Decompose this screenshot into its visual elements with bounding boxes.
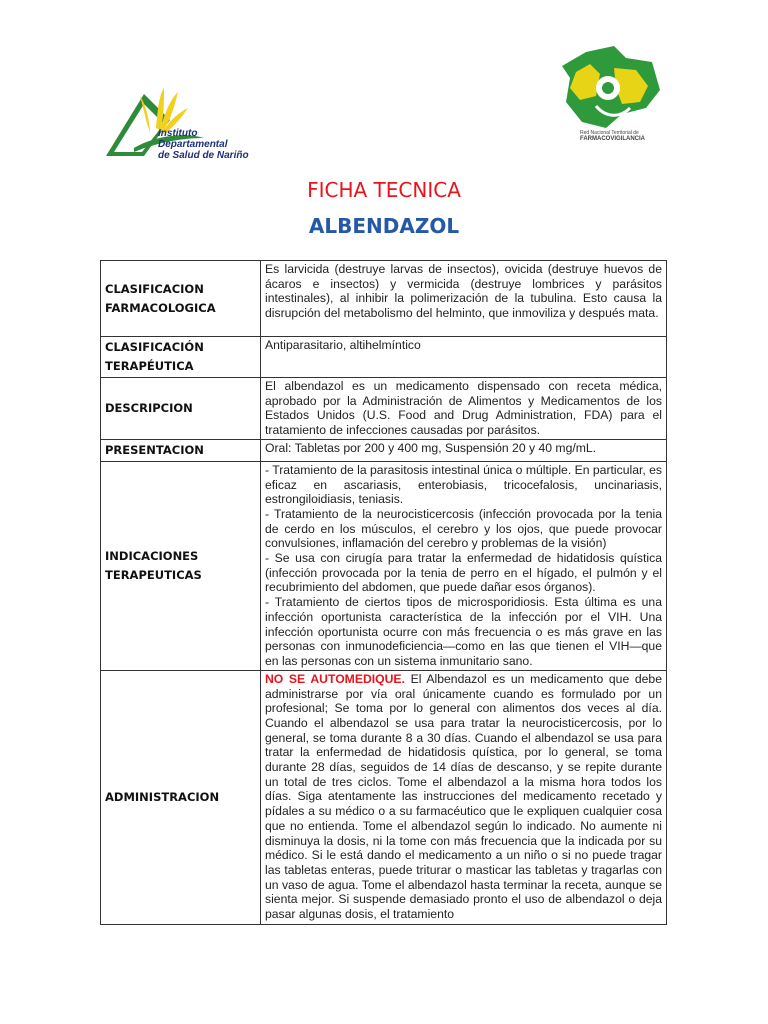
row-label xyxy=(101,337,261,378)
table-row xyxy=(101,261,667,337)
logo-line-3: de Salud de Nariño xyxy=(158,150,249,161)
row-label xyxy=(101,461,261,670)
label-line: CLASIFICACIÓN xyxy=(105,340,204,354)
indication-paragraph: - Tratamiento de ciertos tipos de microsporidiosis. Esta última es una infección oportunista característica de la infección por el VIH. Una infección oportunista ocurre con más frecuencia o es más grave en las personas con inmunodeficiencia—como en las que tienen el VIH—que en las personas con un sistema inmunitario sano. xyxy=(265,595,662,668)
row-content: El albendazol es un medicamento dispensado con receta médica, aprobado por la Administración de Alimentos y Medicamentos de los Estados Unidos (U.S. Food and Drug Administration, FDA) para el tratamiento de infecciones causadas por parásitos. xyxy=(261,378,667,440)
no-self-medicate-warning: NO SE AUTOMEDIQUE. xyxy=(265,671,405,686)
row-content xyxy=(261,461,667,670)
label-line: TERAPEUTICAS xyxy=(105,567,202,582)
indication-paragraph: - Se usa con cirugía para tratar la enfermedad de hidatidosis quística (infección provocada por la tenia de perro en el hígado, el pulmón y el recubrimiento del abdomen, que puede dañar esos órganos). xyxy=(265,551,662,595)
table-row xyxy=(101,670,667,924)
logo-line-1: Instituto xyxy=(158,128,198,139)
document-title: FICHA TECNICA xyxy=(307,178,461,202)
drug-name-title: ALBENDAZOL xyxy=(308,214,460,238)
label-line: PRESENTACION xyxy=(105,442,204,457)
label-line: ADMINISTRACION xyxy=(105,789,220,804)
label-line: INDICACIONES xyxy=(105,548,199,563)
instituto-logo-wordmark xyxy=(158,128,249,161)
row-content: Es larvicida (destruye larvas de insectos), ovicida (destruye huevos de ácaros e insectos) y vermicida (destruye lombrices y parásitos intestinales), al inhibir la polimerización de la tubulina. Esto causa la disrupción del metabolismo del helminto, que inmoviliza y después mata. xyxy=(261,261,667,337)
row-label xyxy=(101,439,261,461)
farmacovigilancia-wordmark xyxy=(580,130,668,142)
label-line: DESCRIPCION xyxy=(105,400,193,415)
table-row xyxy=(101,337,667,378)
label-line: CLASIFICACION xyxy=(105,281,204,296)
farmaco-line-2: FARMACOVIGILANCIA xyxy=(580,136,645,142)
label-line: FARMACOLOGICA xyxy=(105,300,216,315)
table-row xyxy=(101,378,667,440)
row-content: Antiparasitario, altihelmíntico xyxy=(261,337,667,378)
row-label xyxy=(101,261,261,337)
row-label xyxy=(101,670,261,924)
row-content xyxy=(261,670,667,924)
logo-circle-inner xyxy=(602,82,614,94)
table-row xyxy=(101,439,667,461)
technical-sheet-table xyxy=(100,260,667,925)
row-content: Oral: Tabletas por 200 y 400 mg, Suspensión 20 y 40 mg/mL. xyxy=(261,439,667,461)
row-label xyxy=(101,378,261,440)
indication-paragraph: - Tratamiento de la parasitosis intestinal única o múltiple. En particular, es eficaz en ascariasis, enterobiasis, tricocefalosis, uncinariasis, estrongiloidiasis, teniasis. xyxy=(265,462,662,507)
logo-line-2: Departamental xyxy=(158,139,228,150)
table-row xyxy=(101,461,667,670)
farmaco-line-1: Red Nacional Territorial de xyxy=(580,130,639,136)
label-line: TERAPÉUTICA xyxy=(105,359,194,373)
indication-paragraph: - Tratamiento de la neurocisticercosis (infección provocada por la tenia de cerdo en los músculos, el cerebro y los ojos, que puede provocar convulsiones, inflamación del cerebro y problemas de la visión) xyxy=(265,506,662,551)
administration-text: El Albendazol es un medicamento que debe administrarse por vía oral únicamente cuando es formulado por un profesional; Se toma por lo general con alimentos dos veces al día. Cuando el albendazol se usa para tratar la neurocisticercosis, por lo general, se toma durante 8 a 30 días. Cuando el albendazol se usa para tratar la enfermedad de hidatidosis quística, por lo general, se toma durante 28 días, seguidos de 14 días de descanso, y se repite durante un total de tres ciclos. Tome el albendazol a la misma hora todos los días. Siga atentamente las instrucciones del medicamento recetado y pídales a su médico o a su farmacéutico que le expliquen cualquier cosa que no entienda. Tome el albendazol según lo indicado. No aumente ni disminuya la dosis, ni la tome con más frecuencia que la indicada por su médico. Si le está dando el medicamento a un niño o si no puede tragar las tabletas enteras, puede triturar o masticar las tabletas y tragarlas con un vaso de agua. Tome el albendazol hasta terminar la receta, aunque se sienta mejor. Si suspende demasiado pronto el uso de albendazol o deja pasar algunas dosis, el tratamiento xyxy=(265,671,662,922)
